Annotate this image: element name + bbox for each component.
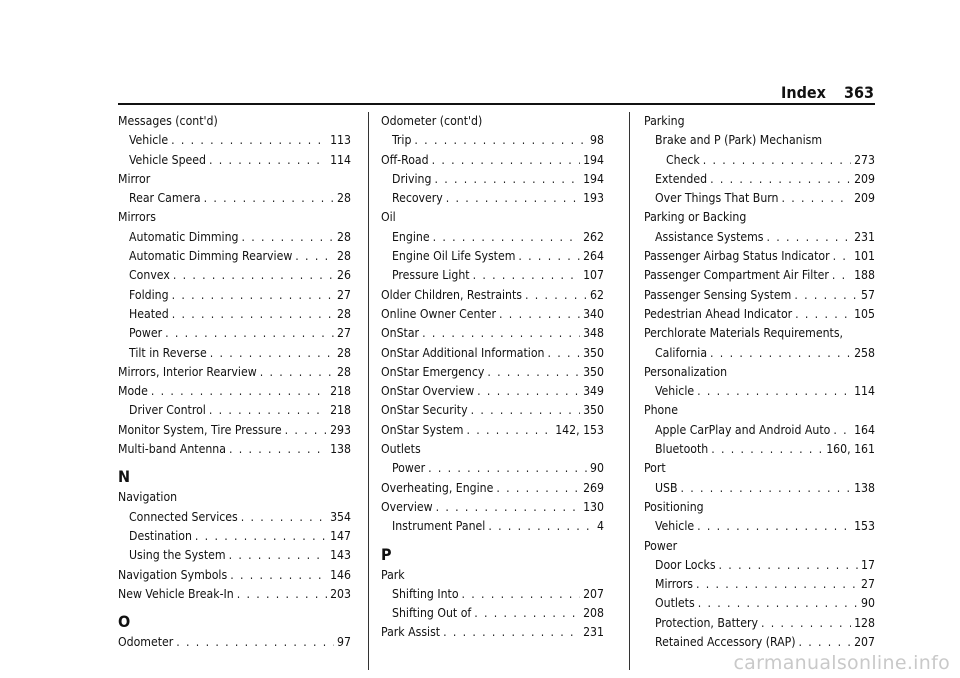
index-entry	[381, 151, 604, 170]
dot-leader	[487, 363, 580, 382]
index-entry	[644, 131, 875, 150]
index-entry-label: OnStar Emergency	[381, 364, 485, 379]
page-number: 363	[843, 83, 874, 102]
index-entry	[644, 517, 875, 536]
index-entry-page: 105	[854, 306, 875, 321]
index-entry	[381, 440, 604, 459]
index-entry	[381, 228, 604, 247]
index-entry-page: 209	[854, 171, 875, 186]
index-entry	[644, 382, 875, 401]
index-entry-label: Bluetooth	[655, 442, 709, 457]
index-entry-page: 101	[854, 249, 875, 264]
index-entry-label: OnStar System	[381, 422, 464, 437]
dot-leader	[767, 228, 852, 247]
index-entry	[644, 556, 875, 575]
index-entry-page: 113	[330, 133, 351, 148]
index-entry	[381, 382, 604, 401]
dot-leader	[209, 151, 327, 170]
index-entry-page: 218	[330, 384, 351, 399]
index-entry-page: 143	[330, 548, 351, 563]
index-entry	[644, 479, 875, 498]
index-entry	[118, 488, 351, 507]
index-entry	[644, 614, 875, 633]
dot-leader	[443, 623, 580, 642]
index-entry	[644, 363, 875, 382]
index-entry-page: 273	[854, 152, 875, 167]
index-entry-label: Park Assist	[381, 625, 441, 640]
index-entry	[381, 566, 604, 585]
index-entry-label: Recovery	[392, 191, 443, 206]
index-entry-label: Mirrors, Interior Rearview	[118, 364, 257, 379]
index-entry-label: Vehicle Speed	[129, 152, 206, 167]
index-entry-page: 146	[330, 567, 351, 582]
index-entry	[381, 305, 604, 324]
dot-leader	[496, 479, 580, 498]
index-entry	[644, 228, 875, 247]
dot-leader	[436, 498, 580, 517]
dot-leader	[432, 151, 580, 170]
index-entry	[118, 508, 351, 527]
index-entry-page: 160, 161	[826, 442, 875, 457]
dot-leader	[681, 479, 852, 498]
index-entry-label: Protection, Battery	[655, 615, 758, 630]
index-entry	[118, 546, 351, 565]
index-entry	[644, 594, 875, 613]
index-entry-label: Connected Services	[129, 509, 238, 524]
index-entry-label: Over Things That Burn	[655, 191, 779, 206]
dot-leader	[696, 575, 858, 594]
index-letter-heading: O	[118, 612, 131, 632]
index-entry-label: OnStar Overview	[381, 384, 475, 399]
index-entry-label: Shifting Out of	[392, 606, 472, 621]
index-entry	[381, 266, 604, 285]
dot-leader	[761, 614, 851, 633]
index-entry-page: 27	[337, 287, 351, 302]
index-entry-page: 114	[330, 152, 351, 167]
index-entry	[644, 421, 875, 440]
dot-leader	[446, 189, 580, 208]
index-entry-page: 153	[854, 519, 875, 534]
watermark: carmanualsonline.info	[733, 652, 950, 674]
index-entry-page: 98	[590, 133, 604, 148]
index-entry-page: 262	[583, 229, 604, 244]
index-entry-label: OnStar Security	[381, 403, 468, 418]
index-entry-label: Using the System	[129, 548, 226, 563]
index-entry-label: Parking or Backing	[644, 210, 747, 225]
dot-leader	[285, 421, 327, 440]
index-entry	[118, 633, 351, 652]
dot-leader	[832, 266, 851, 285]
index-entry-page: 17	[861, 557, 875, 572]
index-entry	[381, 498, 604, 517]
index-entry-label: Driving	[392, 171, 432, 186]
index-entry-page: 209	[854, 191, 875, 206]
dot-leader	[698, 594, 858, 613]
index-entry-label: Navigation Symbols	[118, 567, 228, 582]
index-entry-label: Perchlorate Materials Requirements,	[644, 326, 844, 341]
index-entry-label: Navigation	[118, 490, 178, 505]
index-entry-page: 4	[597, 519, 604, 534]
index-entry-label: Heated	[129, 306, 169, 321]
index-entry	[118, 401, 351, 420]
index-entry-label: Vehicle	[655, 519, 695, 534]
index-entry-label: Trip	[392, 133, 412, 148]
index-entry-page: 208	[583, 606, 604, 621]
index-entry-page: 264	[583, 249, 604, 264]
column-divider-1	[368, 112, 369, 670]
index-entry-label: Mirrors	[118, 210, 156, 225]
dot-leader	[799, 633, 852, 652]
index-entry	[118, 131, 351, 150]
column-divider-2	[629, 112, 630, 670]
index-entry	[644, 247, 875, 266]
index-entry-label: Outlets	[655, 596, 695, 611]
dot-leader	[229, 546, 328, 565]
dot-leader	[176, 633, 334, 652]
index-entry	[118, 382, 351, 401]
dot-leader	[719, 556, 859, 575]
index-entry-label: Instrument Panel	[392, 519, 486, 534]
index-entry-label: Destination	[129, 528, 192, 543]
index-entry-page: 350	[583, 364, 604, 379]
index-entry	[118, 344, 351, 363]
dot-leader	[703, 151, 851, 170]
dot-leader	[151, 382, 327, 401]
index-entry	[381, 517, 604, 536]
index-entry-label: Driver Control	[129, 403, 206, 418]
dot-leader	[474, 604, 580, 623]
index-entry-label: Mode	[118, 384, 148, 399]
index-entry	[381, 247, 604, 266]
dot-leader	[210, 344, 334, 363]
index-entry-label: Convex	[129, 268, 170, 283]
index-entry	[644, 459, 875, 478]
index-entry-label: Tilt in Reverse	[129, 345, 207, 360]
index-entry-page: 138	[330, 442, 351, 457]
index-entry-page: 349	[583, 384, 604, 399]
index-entry-page: 62	[590, 287, 604, 302]
index-entry	[381, 585, 604, 604]
index-entry	[381, 189, 604, 208]
index-entry-page: 28	[337, 306, 351, 321]
dot-leader	[466, 421, 552, 440]
index-entry	[381, 459, 604, 478]
index-letter-heading: P	[381, 544, 392, 564]
index-entry	[644, 344, 875, 363]
index-entry	[381, 170, 604, 189]
index-entry-label: Passenger Sensing System	[644, 287, 792, 302]
index-entry-label: Power	[392, 461, 426, 476]
dot-leader	[794, 286, 858, 305]
index-entry-page: 350	[583, 345, 604, 360]
index-entry	[118, 305, 351, 324]
index-entry-page: 293	[330, 422, 351, 437]
index-entry-page: 114	[854, 384, 875, 399]
index-entry-page: 231	[583, 625, 604, 640]
index-entry-label: Older Children, Restraints	[381, 287, 522, 302]
index-entry	[644, 305, 875, 324]
index-entry	[644, 575, 875, 594]
index-entry-page: 188	[854, 268, 875, 283]
index-entry-page: 138	[854, 480, 875, 495]
index-entry-page: 128	[854, 615, 875, 630]
index-entry-label: Retained Accessory (RAP)	[655, 635, 796, 650]
index-entry	[118, 189, 351, 208]
section-title: Index	[781, 83, 826, 102]
index-entry	[118, 208, 351, 227]
index-entry	[118, 112, 351, 131]
index-entry-page: 28	[337, 345, 351, 360]
index-entry	[381, 421, 604, 440]
dot-leader	[237, 585, 327, 604]
dot-leader	[488, 517, 594, 536]
index-entry-label: Monitor System, Tire Pressure	[118, 422, 282, 437]
index-entry-label: Mirror	[118, 171, 151, 186]
index-entry-page: 28	[337, 191, 351, 206]
index-entry-label: Automatic Dimming	[129, 229, 239, 244]
dot-leader	[414, 131, 587, 150]
dot-leader	[710, 170, 851, 189]
header-rule	[118, 103, 875, 105]
index-entry	[381, 401, 604, 420]
index-entry	[644, 170, 875, 189]
index-entry	[118, 170, 351, 189]
index-entry-label: Assistance Systems	[655, 229, 764, 244]
index-entry	[381, 344, 604, 363]
index-entry-label: Brake and P (Park) Mechanism	[655, 133, 823, 148]
index-entry	[381, 604, 604, 623]
index-entry	[644, 324, 875, 343]
index-entry	[118, 566, 351, 585]
index-entry	[118, 440, 351, 459]
index-entry-page: 164	[854, 422, 875, 437]
dot-leader	[172, 305, 334, 324]
index-entry-label: Power	[129, 326, 163, 341]
index-entry-label: Vehicle	[129, 133, 169, 148]
dot-leader	[204, 189, 334, 208]
dot-leader	[171, 131, 327, 150]
dot-leader	[242, 228, 335, 247]
index-entry-label: Port	[644, 461, 666, 476]
index-entry	[118, 247, 351, 266]
index-entry-page: 26	[337, 268, 351, 283]
index-entry-label: Shifting Into	[392, 586, 459, 601]
index-entry-page: 28	[337, 229, 351, 244]
index-entry-label: Pedestrian Ahead Indicator	[644, 306, 793, 321]
index-entry-page: 350	[583, 403, 604, 418]
dot-leader	[422, 324, 580, 343]
index-entry-label: Outlets	[381, 442, 421, 457]
index-entry-label: Check	[666, 152, 700, 167]
dot-leader	[462, 585, 581, 604]
dot-leader	[229, 440, 327, 459]
index-entry-label: Off-Road	[381, 152, 429, 167]
index-entry-label: Vehicle	[655, 384, 695, 399]
dot-leader	[697, 517, 851, 536]
dot-leader	[518, 247, 580, 266]
index-entry-page: 348	[583, 326, 604, 341]
index-entry-label: OnStar Additional Information	[381, 345, 545, 360]
index-entry	[381, 131, 604, 150]
dot-leader	[711, 440, 823, 459]
dot-leader	[428, 459, 587, 478]
index-entry-page: 97	[337, 635, 351, 650]
dot-leader	[477, 382, 580, 401]
dot-leader	[241, 508, 327, 527]
index-entry	[644, 151, 875, 170]
index-entry-label: Apple CarPlay and Android Auto	[655, 422, 831, 437]
index-column-1	[118, 112, 351, 652]
index-entry-label: USB	[655, 480, 678, 495]
page-header	[781, 83, 874, 103]
dot-leader	[434, 170, 580, 189]
index-entry-label: Overheating, Engine	[381, 480, 494, 495]
index-entry	[381, 112, 604, 131]
index-entry-page: 340	[583, 306, 604, 321]
index-entry-page: 194	[583, 171, 604, 186]
index-entry-label: New Vehicle Break-In	[118, 586, 234, 601]
index-entry-label: Odometer (cont'd)	[381, 114, 483, 128]
index-column-3	[644, 112, 875, 652]
index-entry-page: 231	[854, 229, 875, 244]
index-entry-label: Online Owner Center	[381, 306, 497, 321]
index-entry-label: Extended	[655, 171, 708, 186]
index-entry-page: 354	[330, 509, 351, 524]
index-entry-label: Passenger Airbag Status Indicator	[644, 249, 830, 264]
index-entry	[118, 421, 351, 440]
index-entry-label: Parking	[644, 114, 685, 128]
index-entry-page: 203	[330, 586, 351, 601]
index-entry-page: 258	[854, 345, 875, 360]
index-entry-label: Folding	[129, 287, 169, 302]
index-entry-page: 207	[583, 586, 604, 601]
index-entry	[118, 363, 351, 382]
dot-leader	[260, 363, 334, 382]
index-entry	[644, 266, 875, 285]
dot-leader	[173, 266, 334, 285]
dot-leader	[473, 266, 580, 285]
dot-leader	[499, 305, 580, 324]
dot-leader	[209, 401, 327, 420]
index-entry-page: 90	[861, 596, 875, 611]
index-entry	[118, 151, 351, 170]
index-entry-page: 218	[330, 403, 351, 418]
index-entry	[118, 585, 351, 604]
dot-leader	[230, 566, 327, 585]
index-entry-page: 28	[337, 249, 351, 264]
index-entry	[381, 363, 604, 382]
index-entry	[644, 537, 875, 556]
index-entry-page: 57	[861, 287, 875, 302]
index-entry-page: 27	[861, 577, 875, 592]
index-entry-page: 107	[583, 268, 604, 283]
index-entry	[381, 286, 604, 305]
index-entry-label: Pressure Light	[392, 268, 470, 283]
index-entry-page: 207	[854, 635, 875, 650]
index-entry-label: Overview	[381, 499, 433, 514]
index-entry-label: Oil	[381, 210, 396, 225]
index-entry-page: 193	[583, 191, 604, 206]
index-column-2	[381, 112, 604, 643]
index-entry	[644, 401, 875, 420]
index-entry	[644, 498, 875, 517]
index-entry-page: 27	[337, 326, 351, 341]
index-entry-label: California	[655, 345, 708, 360]
index-entry-label: Door Locks	[655, 557, 716, 572]
dot-leader	[471, 401, 580, 420]
index-entry	[644, 189, 875, 208]
index-entry	[381, 208, 604, 227]
index-entry-label: Engine Oil Life System	[392, 249, 516, 264]
dot-leader	[172, 286, 334, 305]
index-entry-label: Passenger Compartment Air Filter	[644, 268, 829, 283]
index-entry-label: Phone	[644, 403, 678, 418]
index-entry	[644, 633, 875, 652]
dot-leader	[795, 305, 851, 324]
index-entry-label: Positioning	[644, 499, 704, 514]
dot-leader	[195, 527, 327, 546]
index-entry-page: 142, 153	[555, 422, 604, 437]
dot-leader	[433, 228, 580, 247]
index-entry-page: 28	[337, 364, 351, 379]
index-entry-page: 130	[583, 499, 604, 514]
dot-leader	[295, 247, 334, 266]
index-entry-label: Messages (cont'd)	[118, 114, 218, 128]
dot-leader	[782, 189, 852, 208]
dot-leader	[547, 344, 580, 363]
index-entry	[644, 286, 875, 305]
index-entry-page: 194	[583, 152, 604, 167]
index-entry-label: Odometer	[118, 635, 174, 650]
index-entry-label: Engine	[392, 229, 430, 244]
index-entry	[118, 324, 351, 343]
index-entry	[118, 228, 351, 247]
dot-leader	[833, 421, 851, 440]
dot-leader	[710, 344, 851, 363]
index-entry	[118, 286, 351, 305]
dot-leader	[833, 247, 851, 266]
index-entry	[644, 112, 875, 131]
index-entry-label: Multi-band Antenna	[118, 442, 226, 457]
index-entry-label: Automatic Dimming Rearview	[129, 249, 293, 264]
dot-leader	[165, 324, 334, 343]
index-entry-label: Power	[644, 538, 678, 553]
index-entry	[118, 266, 351, 285]
index-entry-label: OnStar	[381, 326, 420, 341]
dot-leader	[697, 382, 851, 401]
index-entry	[644, 208, 875, 227]
index-entry	[381, 324, 604, 343]
index-entry	[118, 527, 351, 546]
index-entry	[381, 623, 604, 642]
index-entry-page: 147	[330, 528, 351, 543]
index-entry	[381, 479, 604, 498]
index-entry	[644, 440, 875, 459]
index-entry-label: Park	[381, 567, 405, 582]
index-entry-page: 90	[590, 461, 604, 476]
dot-leader	[525, 286, 587, 305]
index-entry-label: Mirrors	[655, 577, 693, 592]
index-letter-heading: N	[118, 467, 131, 487]
index-entry-label: Personalization	[644, 364, 728, 379]
index-entry-page: 269	[583, 480, 604, 495]
index-entry-label: Rear Camera	[129, 191, 201, 206]
